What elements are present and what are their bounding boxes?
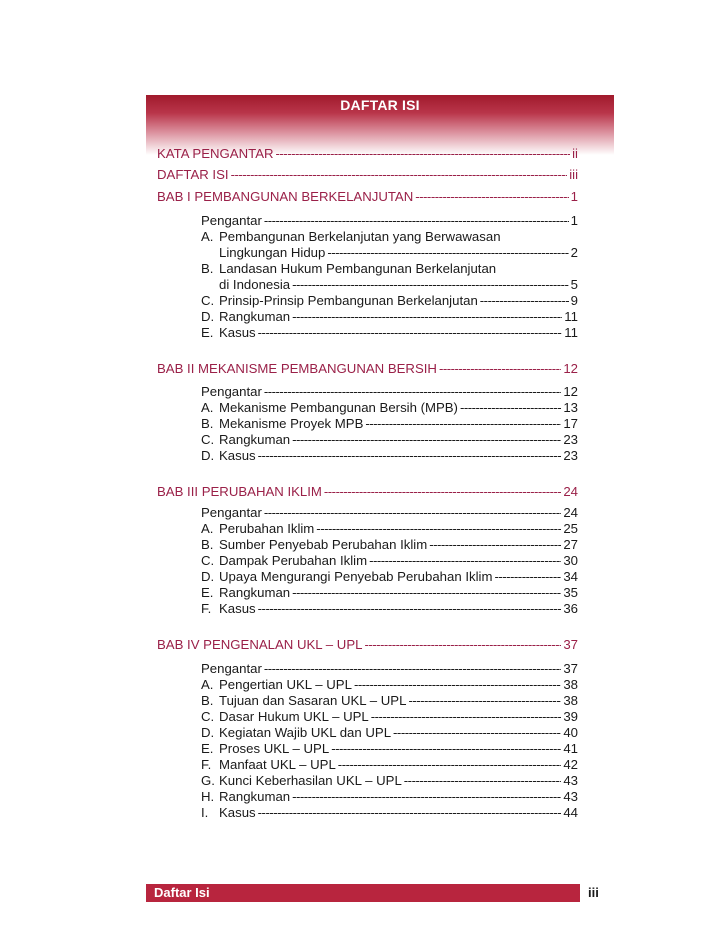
toc-label: Pengantar	[201, 661, 262, 676]
toc-page: 24	[563, 484, 578, 499]
leader-dots	[404, 773, 562, 789]
leader-dots	[292, 789, 561, 805]
toc-item[interactable]	[201, 693, 578, 709]
leader-dots	[364, 637, 561, 653]
leader-dots	[338, 757, 562, 773]
toc-label: Pengertian UKL – UPL	[219, 677, 352, 692]
toc-marker: F.	[201, 757, 212, 772]
toc-page: 43	[563, 789, 578, 804]
toc-label: Proses UKL – UPL	[219, 741, 330, 756]
toc-label: KATA PENGANTAR	[157, 146, 274, 161]
toc-item[interactable]	[201, 601, 578, 617]
leader-dots	[393, 725, 561, 741]
toc-marker: C.	[201, 432, 215, 447]
toc-label: Kegiatan Wajib UKL dan UPL	[219, 725, 392, 740]
toc-label: BAB I PEMBANGUNAN BERKELANJUTAN	[157, 189, 414, 204]
toc-item[interactable]	[201, 400, 578, 416]
toc-marker: A.	[201, 400, 214, 415]
toc-item[interactable]	[201, 229, 578, 245]
toc-chapter-1[interactable]	[157, 189, 578, 205]
toc-marker: F.	[201, 601, 212, 616]
toc-page: 1	[570, 189, 578, 204]
toc-label: Tujuan dan Sasaran UKL – UPL	[219, 693, 407, 708]
toc-item[interactable]	[201, 757, 578, 773]
toc-chapter-4[interactable]	[157, 637, 578, 653]
toc-item[interactable]	[201, 725, 578, 741]
toc-page: 37	[563, 661, 578, 676]
toc-item[interactable]	[201, 537, 578, 553]
toc-page: 2	[570, 245, 578, 260]
leader-dots	[354, 677, 561, 693]
toc-label: Perubahan Iklim	[219, 521, 315, 536]
toc-marker: B.	[201, 261, 214, 276]
toc-page: 35	[563, 585, 578, 600]
leader-dots	[480, 293, 569, 309]
toc-page: 12	[563, 384, 578, 399]
toc-marker: E.	[201, 741, 214, 756]
toc-label: Kasus	[219, 601, 256, 616]
footer-section-label: Daftar Isi	[154, 885, 210, 900]
toc-item[interactable]	[201, 521, 578, 537]
toc-page: 23	[563, 448, 578, 463]
toc-label: Landasan Hukum Pembangunan Berkelanjutan	[219, 261, 497, 276]
toc-label: Mekanisme Pembangunan Bersih (MPB)	[219, 400, 458, 415]
toc-item-continuation[interactable]	[219, 245, 578, 261]
toc-item[interactable]	[201, 384, 578, 400]
toc-item[interactable]	[201, 585, 578, 601]
toc-marker: D.	[201, 569, 215, 584]
leader-dots	[331, 741, 561, 757]
toc-item[interactable]	[201, 309, 578, 325]
toc-marker: C.	[201, 709, 215, 724]
toc-label: Rangkuman	[219, 309, 291, 324]
toc-item[interactable]	[201, 416, 578, 432]
leader-dots	[408, 693, 561, 709]
footer-page-number: iii	[588, 885, 599, 900]
leader-dots	[258, 805, 562, 821]
page-title: DAFTAR ISI	[340, 97, 420, 113]
toc-label: Dampak Perubahan Iklim	[219, 553, 368, 568]
toc-item[interactable]	[201, 213, 578, 229]
toc-page: 34	[563, 569, 578, 584]
leader-dots	[264, 384, 561, 400]
toc-page: iii	[569, 167, 578, 182]
leader-dots	[369, 553, 561, 569]
leader-dots	[264, 505, 561, 521]
toc-label: Pengantar	[201, 384, 262, 399]
leader-dots	[276, 146, 571, 162]
leader-dots	[429, 537, 561, 553]
toc-marker: D.	[201, 725, 215, 740]
toc-page: 38	[563, 677, 578, 692]
toc-label: Rangkuman	[219, 789, 291, 804]
leader-dots	[460, 400, 561, 416]
toc-item[interactable]	[201, 569, 578, 585]
toc-page: 38	[563, 693, 578, 708]
toc-page: 12	[563, 361, 578, 376]
toc-entry-kata-pengantar[interactable]	[157, 146, 578, 162]
toc-page: 5	[570, 277, 578, 292]
toc-marker: A.	[201, 677, 214, 692]
toc-page: 11	[564, 309, 578, 324]
toc-label: Kasus	[219, 805, 256, 820]
toc-label: Kasus	[219, 448, 256, 463]
toc-item[interactable]	[201, 789, 578, 805]
toc-item[interactable]	[201, 553, 578, 569]
toc-marker: C.	[201, 553, 215, 568]
toc-page: 1	[570, 213, 578, 228]
leader-dots	[231, 167, 568, 183]
leader-dots	[258, 325, 563, 341]
toc-marker: B.	[201, 537, 214, 552]
leader-dots	[292, 277, 569, 293]
toc-marker: A.	[201, 229, 214, 244]
toc-page: 37	[563, 637, 578, 652]
leader-dots	[494, 569, 561, 585]
toc-label: Kunci Keberhasilan UKL – UPL	[219, 773, 402, 788]
toc-item[interactable]	[201, 709, 578, 725]
leader-dots	[316, 521, 561, 537]
toc-marker: D.	[201, 448, 215, 463]
leader-dots	[258, 601, 562, 617]
leader-dots	[292, 585, 561, 601]
toc-label: Rangkuman	[219, 432, 291, 447]
leader-dots	[292, 309, 562, 325]
toc-marker: C.	[201, 293, 215, 308]
toc-label: Pengantar	[201, 505, 262, 520]
toc-item[interactable]	[201, 448, 578, 464]
footer-band	[146, 884, 580, 902]
toc-label: Lingkungan Hidup	[219, 245, 326, 260]
toc-chapter-2[interactable]	[157, 361, 578, 377]
toc-item[interactable]	[201, 293, 578, 309]
leader-dots	[327, 245, 568, 261]
toc-marker: B.	[201, 693, 214, 708]
toc-label: BAB IV PENGENALAN UKL – UPL	[157, 637, 363, 652]
leader-dots	[292, 432, 561, 448]
toc-page: 41	[563, 741, 578, 756]
toc-label: Pembangunan Berkelanjutan yang Berwawasan	[219, 229, 501, 244]
toc-page: 30	[563, 553, 578, 568]
toc-label: Rangkuman	[219, 585, 291, 600]
toc-page: 27	[563, 537, 578, 552]
toc-marker: E.	[201, 325, 214, 340]
toc-label: Sumber Penyebab Perubahan Iklim	[219, 537, 428, 552]
toc-entry-daftar-isi[interactable]	[157, 167, 578, 183]
toc-page: ii	[572, 146, 578, 161]
toc-page: 24	[563, 505, 578, 520]
toc-item[interactable]	[201, 677, 578, 693]
toc-chapter-3[interactable]	[157, 484, 578, 500]
toc-page: 36	[563, 601, 578, 616]
toc-page: 13	[563, 400, 578, 415]
toc-marker: B.	[201, 416, 214, 431]
toc-label: Manfaat UKL – UPL	[219, 757, 336, 772]
toc-item[interactable]	[201, 805, 578, 821]
toc-page: 23	[563, 432, 578, 447]
toc-item[interactable]	[201, 741, 578, 757]
toc-marker: E.	[201, 585, 214, 600]
leader-dots	[258, 448, 562, 464]
leader-dots	[371, 709, 562, 725]
leader-dots	[415, 189, 568, 205]
toc-page: 25	[563, 521, 578, 536]
toc-marker: I.	[201, 805, 209, 820]
toc-item[interactable]	[201, 261, 578, 277]
leader-dots	[264, 213, 569, 229]
toc-label: Mekanisme Proyek MPB	[219, 416, 364, 431]
toc-page: 40	[563, 725, 578, 740]
toc-page: 42	[563, 757, 578, 772]
toc-item[interactable]	[201, 661, 578, 677]
toc-marker: D.	[201, 309, 215, 324]
toc-marker: G.	[201, 773, 215, 788]
leader-dots	[324, 484, 561, 500]
toc-item[interactable]	[201, 325, 578, 341]
toc-label: BAB III PERUBAHAN IKLIM	[157, 484, 322, 499]
toc-page: 9	[570, 293, 578, 308]
toc-label: Upaya Mengurangi Penyebab Perubahan Iklim	[219, 569, 493, 584]
toc-label: di Indonesia	[219, 277, 291, 292]
toc-label: Kasus	[219, 325, 256, 340]
toc-page: 39	[563, 709, 578, 724]
toc-page: 44	[563, 805, 578, 820]
toc-item[interactable]	[201, 432, 578, 448]
toc-label: Prinsip-Prinsip Pembangunan Berkelanjutan	[219, 293, 478, 308]
toc-page: 17	[563, 416, 578, 431]
toc-item[interactable]	[201, 773, 578, 789]
leader-dots	[365, 416, 561, 432]
toc-item[interactable]	[201, 505, 578, 521]
leader-dots	[439, 361, 561, 377]
toc-label: DAFTAR ISI	[157, 167, 229, 182]
toc-page: 43	[563, 773, 578, 788]
toc-item-continuation[interactable]	[219, 277, 578, 293]
toc-label: Dasar Hukum UKL – UPL	[219, 709, 369, 724]
toc-marker: H.	[201, 789, 215, 804]
leader-dots	[264, 661, 561, 677]
toc-marker: A.	[201, 521, 214, 536]
toc-label: Pengantar	[201, 213, 262, 228]
toc-page: 11	[564, 325, 578, 340]
toc-label: BAB II MEKANISME PEMBANGUNAN BERSIH	[157, 361, 437, 376]
